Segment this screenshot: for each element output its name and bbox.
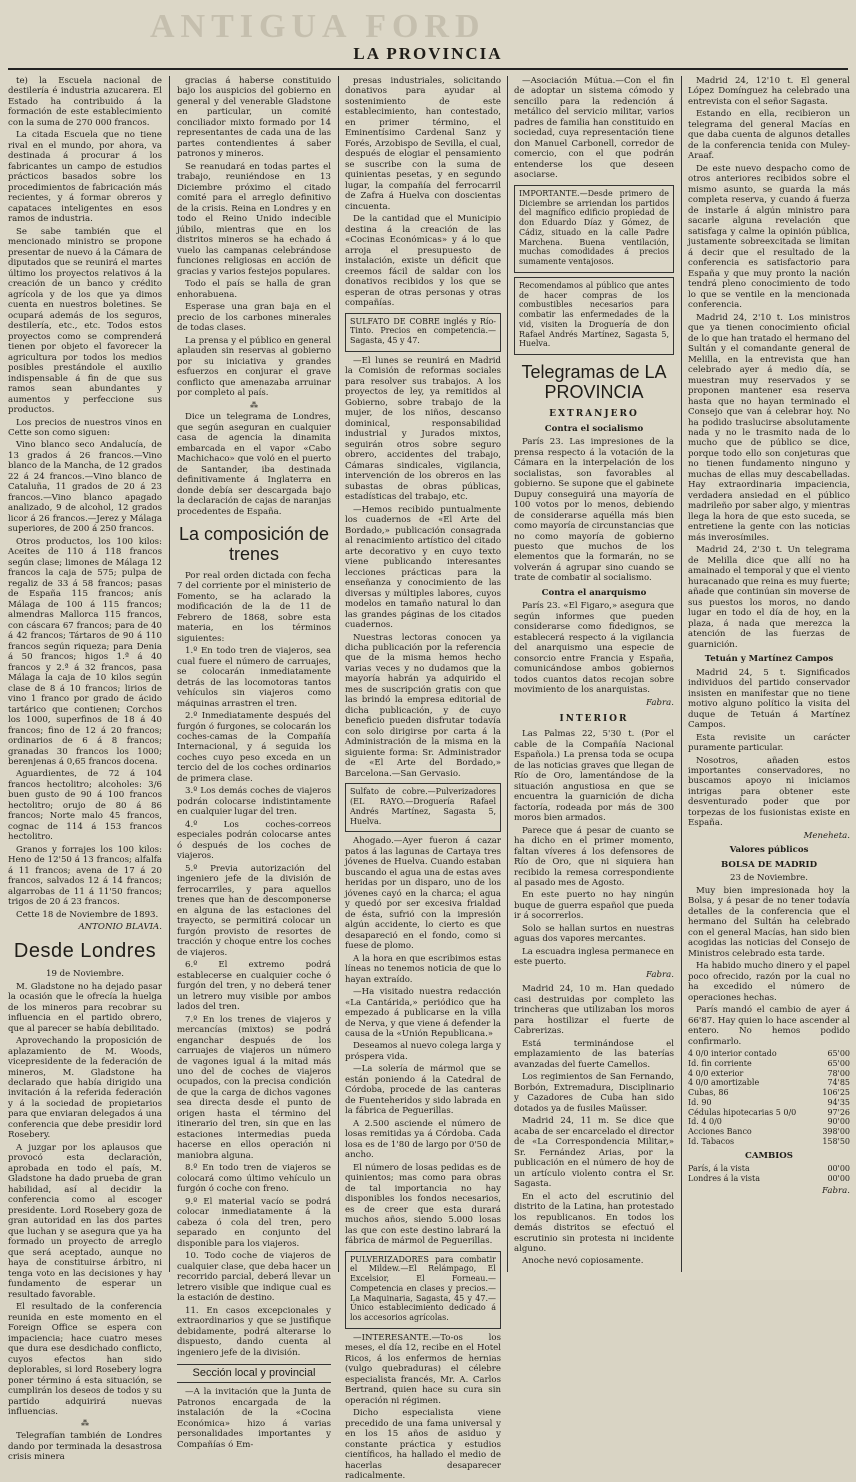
row-label: Cubas, 86 [688, 1088, 729, 1098]
paragraph: 2.º Inmediatamente después del furgón ó furgones, se colocarán los coches-camas de la Compañía Internacional, y á seguida los coches cuyo peso exceda en un tercio del de los coches ordinarios de primera clase. [177, 711, 331, 784]
paragraph: te) la Escuela nacional de destilería é industria azucarera. El Estado ha contribuido á la formación de este establecimiento con la suma de 270 000 francos. [8, 76, 162, 128]
column-3 [345, 76, 501, 1482]
column-2 [177, 76, 331, 1450]
signature: Fabra. [822, 1185, 850, 1196]
row-label: Id. fin corriente [688, 1058, 752, 1068]
ad-text: Sulfato de cobre.—Pulverizadores (EL RAYO.—Droguería Rafael Andrés Martínez, Sagasta 5, Huelva. [350, 787, 496, 826]
paragraph: Aprovechando la proposición de aplazamiento de M. Woods, vicepresidente de la federación de mineros, M. Gladstone ha declarado que había dirigido una invitación á la referida federación y á la sociedad de propietarios para que enviaran delegados á una conferencia que debe presidir lord Rosebery. [8, 1036, 162, 1141]
newspaper-title: LA PROVINCIA [353, 44, 503, 63]
paragraph: 8.º En todo tren de viajeros se colocará como último vehículo un furgón ó coche con freno. [177, 1163, 331, 1195]
paragraph: Vino blanco seco Andalucía, de 13 grados á 26 francos.—Vino blanco de la Mancha, de 12 grados 22 á 24 francos.—Vino blanco de Cataluña, 11 grados de 20 á 23 francos.—Vino blanco apagado analizado, 9 de alcohol, 12 grados licor á 26 francos.—Jerez y Málaga superiores, de 200 á 250 francos. [8, 440, 162, 535]
signature: Fabra. [646, 969, 674, 980]
paragraph: 7.º En los trenes de viajeros y mercancías (mixtos) se podrá enganchar después de los carruajes de viajeros un número de vagones igual á la mitad más uno del de coches de viajeros ocupados, con la precisa condición de que la carga de dichos vagones sea directa desde el punto de origen hasta el término del itinerario del tren, sin que en las estaciones intermedias pueda hacerse en ellos operación ni maniobra alguna. [177, 1014, 331, 1161]
paragraph: Parece que á pesar de cuanto se ha dicho en el primer momento, faltan víveres á los defensores de Río de Oro, que ni siquiera han recibido la remesa correspondiente al pasado mes de Agosto. [514, 825, 674, 888]
row-label: París, á la vista [688, 1164, 750, 1174]
row-label: Id. Tabacos [688, 1136, 735, 1146]
table-row [688, 1127, 850, 1137]
signature: ANTONIO BLAVIA. [78, 922, 162, 933]
column-divider [169, 76, 170, 1272]
table-row [688, 1059, 850, 1069]
paragraph: M. Gladstone no ha dejado pasar la ocasión que le ofrecía la huelga de los mineros para recobrar su influencia en el partido obrero, que al parecer se había debilitado. [8, 981, 162, 1034]
paragraph: —El lunes se reunirá en Madrid la Comisión de reformas sociales para resolver sus trabajos. A los proyectos de ley, ya remitidos al Gobierno, sobre trabajo de la mujer, de los niños, descanso dominical, responsabilidad industrial y Jurados mixtos, seguirán otros sobre seguro obrero, accidentes del trabajo, Cámaras sindicales, vigilancia, intervención de los obreros en las subastas de obras públicas, estadísticas del trabajo, etc. [345, 355, 501, 503]
paragraph: En este puerto no hay ningún buque de guerra español que pueda ir á socorrerlos. [514, 890, 674, 922]
column-divider [507, 76, 508, 1272]
paragraph: presas industriales, solicitando donativos para ayudar al sostenimiento de este establecimiento, han contestado, en primer término, el Eminentísimo Cardenal Sanz y Forés, Arzobispo de Sevilla, el cual, después de elogiar el pensamiento se suscribe con la suma de quinientas pesetas, y en segundo lugar, la compañía del ferrocarril de Zafra á Huelva con doscientas cincuenta. [345, 76, 501, 212]
exchange-table [688, 1164, 850, 1184]
paragraph: El resultado de la conferencia reunida en este momento en el Foreign Office se espera con impaciencia; hace cuatro meses que dura ese desdichado conflicto, cuyos efectos han sido deplorables, si lord Rosebery logra poner término á esta situación, se cumplirán los deseos de todos y su partido adquirirá nuevas influencias. [8, 1302, 162, 1417]
row-label: 4 0/0 amortizable [688, 1078, 760, 1088]
subheading: BOLSA DE MADRID [720, 859, 818, 870]
paragraph: Madrid 24, 10 m. Han quedado casi destruidas por completo las trincheras que utilizaban los moros para hostilizar el fuerte de Cabrerizas. [514, 984, 674, 1037]
row-value: 00'00 [827, 1173, 850, 1183]
paragraph: —La solería de mármol que se están poniendo á la Catedral de Córdoba, procede de las canteras de Fuenteheridos y sido labrada en la fábrica de Peguerillas. [345, 1064, 501, 1117]
bleed-through-text: ANTIGUA FORD [150, 8, 486, 45]
paragraph: A la hora en que escribimos estas líneas no tenemos noticia de que lo hayan extraído. [345, 953, 501, 985]
paragraph: Estando en ella, recibieron un telegrama del general Macías en que daba cuenta de algunos detalles de la conferencia tenida con Muley-Araaf. [688, 109, 850, 162]
header-rule [8, 68, 848, 70]
paragraph: Otros productos, los 100 kilos: Aceites de 110 á 118 francos según clase; limones de Málaga 12 francos la caja de 575; pulpa de regaliz de 33 á 58 francos; pasas de España 115 francos; anís Málaga de 100 á 115 francos; almendras Mallorca 115 francos, con cáscara 67 francos; para de 40 á 42 francos; Tártaros de 90 á 110 francos según riqueza; para Denia á 50 francos; higos 1.ª á 40 francos y 2.ª á 32 francos, pasa Málaga la caja de 10 kilos según clase de 8 á 10 francos; lirios de vino 1 franco por grado de ácido tartárico que contienen; Corchos los 1000, superfinos de 18 á 40 francos; fino de 12 á 20 francos; ordinarios de 6 á 8 francos; granadas 30 francos los 1000; berenjenas á 0,65 francos docena. [8, 536, 162, 767]
ad-text: Recomendamos al público que antes de hacer compras de los combustibles necesarios para combatir las enfermedades de la vid, visiten la Droguería de don Rafael Andrés Martínez, Sagasta 5, Huelva. [519, 280, 669, 349]
paragraph: Se sabe también que el mencionado ministro se propone presentar de nuevo á la Cámara de diputados que se reunirá el martes último los proyectos relativos á la creación de un banco y crédito agrícola y de los que ya dimos cuenta en nuestros boletines. Se ocupará además de los seguros, destilería, etc., etc. Todos estos proyectos como se comprenderá tienen por objeto el favorecer la agricultura por todos los medios posibles prestándole el auxilio indispensable á fin de que sus ramos sean abundantes y aumentos y perfeccione sus productos. [8, 226, 162, 416]
table-row [688, 1088, 850, 1098]
row-value: 158'50 [822, 1136, 850, 1146]
paragraph: De la cantidad que el Municipio destina á la creación de las «Cocinas Económicas» y á lo que arroja el presupuesto de instalación, existe un déficit que creemos fácil de saldar con los donativos recibidos y los que se esperan de otras personas y otras compañías. [345, 214, 501, 309]
paragraph: La prensa y el público en general aplauden sin reservas al gobierno por su iniciativa y grandes esfuerzos en conjurar el grave conflicto que amenazaba arruinar por completo al país. [177, 335, 331, 399]
masthead [0, 0, 856, 70]
row-value: 94'35 [827, 1097, 850, 1107]
row-label: Cédulas hipotecarias 5 0/0 [688, 1107, 797, 1117]
subheading: Tetuán y Martínez Campos [704, 654, 834, 665]
paragraph: —Ha visitado nuestra redacción «La Cantárida,» periódico que ha empezado á publicarse en la villa de Nerva, y que viene á defender la causa de la «Unión Republicana.» [345, 987, 501, 1039]
paragraph: Se reanudará en todas partes el trabajo, reuniéndose en 13 Diciembre próximo el citado comité para el arreglo definitivo de la crisis. Reina en Londres y en todo el Reino Unido indecible júbilo, mientras que en los distritos mineros se ha echado á vuelo las campanas celebrándose funciones religiosas en acción de gracias y varios festejos populares. [177, 161, 331, 277]
separator-stars: ⁂ [250, 400, 258, 410]
dateline: 19 de Noviembre. [46, 969, 124, 980]
paragraph: El número de losas pedidas es de quinientos; mas como para obras de tal importancia no hay disponibles los fondos necesarios, es de creer que esta durará muchos años, siendo 5.000 losas las que con este destino labrará la fábrica de mármol de Peguerillas. [345, 1162, 501, 1247]
section-label: INTERIOR [559, 714, 629, 725]
subheading: Contra el anarquismo [541, 587, 647, 598]
paragraph: 5.º Previa autorización del ingeniero jefe de la división de ferrocarriles, y para aquellos trenes que han de descomponerse en alguna de las estaciones del trayecto, se permitirá colocar un furgón provisto de resortes de tracción y choque entre los coches de viajeros. [177, 863, 331, 958]
paragraph: Los precios de nuestros vinos en Cette son como siguen: [8, 417, 162, 438]
paragraph: La escuadra inglesa permanece en este puerto. [514, 946, 674, 968]
row-value: 106'25 [822, 1088, 850, 1098]
advertisement-box [345, 313, 501, 352]
row-label: 4 0/0 interior contado [688, 1049, 777, 1059]
paragraph: De este nuevo despacho como de otros anteriores recibidos sobre el mismo asunto, se guarda la más completa reserva, y cuando á fuerza de instarle á algún ministro para sacarle alguna revelación que satisfaga y calme la opinión pública, justamente sobreexcitada se limitan á decir que el resultado de la conferencia es satisfactorio para España y que muy pronto la nación tendrá pleno conocimiento de todo lo que se ventile en la mencionada conferencia. [688, 163, 850, 311]
paragraph: Nuestras lectoras conocen ya dicha publicación por la referencia que de la misma hemos hecho varias veces y no dudamos que la mayoría habrán ya adquirido el mes de suscripción gratis con que las brindó la empresa editorial de dicha publicación, y de cuyo beneficio pueden disfrutar todavía con solo dirigirse por carta á la Administración de la misma en la siguiente forma: Sr. Administrador de «El Arte del Bordado,» Barcelona.—San Gervasio. [345, 632, 501, 779]
paragraph: gracias á haberse constituido bajo los auspicios del gobierno en general y del venerable Gladstone en particular, un comité conciliador mixto formado por 14 representantes de cada una de las partes contendientes á saber patronos y mineros. [177, 76, 331, 160]
paragraph: Madrid 24, 2'30 t. Un telegrama de Melilla dice que allí no ha amainado el temporal y que el viento huracanado que reina es muy fuerte; añade que continúan sin moverse de sus puestos los moros, no dando lugar en todo el día de hoy, en la plaza, á nada que merezca la atención de las fuerzas de guarnición. [688, 545, 850, 650]
row-label: Id. 4 0/0 [688, 1117, 722, 1127]
signature: Fabra. [646, 697, 674, 708]
table-row [688, 1069, 850, 1079]
row-value: 78'00 [827, 1068, 850, 1078]
ad-text: PULVERIZADORES para combatir el Mildew.—El Relámpago, El Excelsior, El Forneau.—Competencia en clases y precios.—La Maquinaria, Sagasta, 45 y 47.—Único establecimiento dedicado á los accesorios agrícolas. [350, 1254, 496, 1323]
article-headline: La composición de trenes [178, 524, 330, 564]
paragraph: —A la invitación que la Junta de Patronos encargada de la instalación de la «Cocina Económica» hizo á varias personalidades importantes y Compañías ó Em- [177, 1387, 331, 1450]
paragraph: Las Palmas 22, 5'30 t. (Por el cable de la Compañía Nacional Española.) La prensa toda se ocupa de las noticias graves que llegan de Río de Oro, lamentándose de la situación angustiosa en que se encuentra la guarnición de dicha factoría, rodeada por más de 300 moros bien armados. [514, 729, 674, 824]
row-value: 398'00 [822, 1127, 850, 1137]
paragraph: Aguardientes, de 72 á 104 francos hectolitro; alcoholes: 3/6 buen gusto de 90 á 100 francos hectolitro; orujo de 80 á 86 francos; Norte malo 45 francos, cognac de 114 á 153 francos hectolitro. [8, 769, 162, 843]
table-row [688, 1137, 850, 1147]
article-headline: Desde Londres [13, 939, 157, 962]
paragraph: París 23. Las impresiones de la prensa respecto á la votación de la Cámara en la interpelación de los socialistas, son favorables al gobierno. Se supone que el gabinete Dupuy conseguirá una mayoría de 100 votos por lo menos, debiendo de considerarse aquélla más bien como mayoría de circunstancias que no como mayoría de gobierno puesto que muchos de los elementos que la formarán, no se volverán á agrupar sino cuando se trate de combatir al socialismo. [514, 437, 674, 584]
paragraph: 4.º Los coches-correos especiales podrán colocarse antes ó después de los coches de viajeros. [177, 819, 331, 862]
section-headline: Sección local y provincial [177, 1364, 331, 1383]
paragraph: En el acto del escrutinio del distrito de la Latina, han protestado los republicanos. En todos los demás distritos se efectuó el escrutinio sin protesta ni incidente alguno. [514, 1191, 674, 1254]
subheading: Valores públicos [729, 845, 809, 856]
paragraph: —Asociación Mútua.—Con el fin de adoptar un sistema cómodo y sencillo para la redención á metálico del servicio militar, varios padres de familia han constituido en sociedad, cuya representación tiene don Manuel Carbonell, corredor de comercio, con el que podrán entenderse los que deseen asociarse. [514, 76, 674, 181]
paragraph: Cette 18 de Noviembre de 1893. [16, 909, 159, 920]
row-value: 65'00 [827, 1049, 850, 1059]
table-row [688, 1164, 850, 1174]
paragraph: 1.º En todo tren de viajeros, sea cual fuere el número de carruajes, se colocarán inmediatamente detrás de las locomotoras tantos vehículos sin viajeros como máquinas arrastren el tren. [177, 646, 331, 709]
paragraph: París mandó el cambio de ayer á 66'87. Hay quien lo hace ascender al entero. No hemos podido confirmarlo. [688, 1005, 850, 1047]
paragraph: Nosotros, añaden estos importantes conservadores, no buscamos apoyo ni iniciamos intrigas para obtener este desventurado poder que por torpezas de los fusionistas existe en España. [688, 755, 850, 829]
column-5 [688, 76, 850, 1272]
advertisement-box [514, 185, 674, 273]
column-1 [8, 76, 162, 1463]
paragraph: Está terminándose el emplazamiento de las baterías avanzadas del fuerte Camellos. [514, 1038, 674, 1070]
paragraph: Madrid 24, 5 t. Significados individuos del partido conservador insisten en manifestar que no tiene motivo alguno político la visita del duque de Tetuán á Martínez Campos. [688, 667, 850, 731]
paragraph: Por real orden dictada con fecha 7 del corriente por el ministerio de Fomento, se ha aclarado la modificación de la de 11 de Febrero de 1868, sobre esta materia, en los términos siguientes: [177, 570, 331, 644]
column-divider [681, 76, 682, 1272]
row-value: 74'85 [827, 1078, 850, 1088]
subheading: CAMBIOS [745, 1150, 793, 1161]
paragraph: Muy bien impresionada hoy la Bolsa, y á pesar de no tener todavía detalles de la conferencia que el hermano del Sultán ha celebrado con el general Macías, han sido bien acogidas las noticias del Consejo de Ministros celebrado esta tarde. [688, 885, 850, 959]
paragraph: París 23. «El Figaro,» asegura que según informes que pueden considerarse como fidedignos, se establecerá respecto á la vigilancia del anarquismo una especie de consorcio entre Francia y España, comunicándose ambos gobiernos todos cuantos datos recojan sobre movimiento de los anarquistas. [514, 601, 674, 696]
article-headline: Telegramas de LA PROVINCIA [521, 362, 667, 402]
paragraph: Dicho especialista viene precedido de una fama universal y en los 15 años de asiduo y constante práctica y estudios científicos, ha hallado el medio de hacerlas desaparecer radicalmente. [345, 1408, 501, 1482]
signature: Meneheta. [803, 830, 850, 841]
paragraph: 6.º El extremo podrá establecerse en cualquier coche ó furgón del tren, y no deberá tener un letrero muy visible por ambos lados del tren. [177, 960, 331, 1013]
paragraph: Dice un telegrama de Londres, que según aseguran en cualquier casa de agencia la dinamita embarcada en el vapor «Cabo Machichaco» que voló en el puerto de Santander, iba destinada definitivamente á Inglaterra en donde debía ser descargada bajo la declaración de cajas de naranjas procedentes de España. [177, 412, 331, 517]
advertisement-box [345, 1251, 501, 1329]
paragraph: Esta revisite un carácter puramente particular. [688, 732, 850, 754]
ad-text: SULFATO DE COBRE inglés y Río-Tinto. Precios en competencia.—Sagasta, 45 y 47. [350, 316, 496, 346]
paragraph: Madrid 24, 11 m. Se dice que acaba de ser encarcelado el director de «La Correspondencia Militar,» Sr. Fernández Arias, por la publicación en el número de hoy de un artículo violento contra el Sr. Sagasta. [514, 1116, 674, 1190]
paragraph: 9.º El material vacío se podrá colocar inmediatamente á la cabeza ó cola del tren, pero separado en conjunto del disponible para los viajeros. [177, 1196, 331, 1249]
paragraph: Esperase una gran baja en el precio de los carbones minerales de todas clases. [177, 302, 331, 334]
row-label: Londres á la vista [688, 1173, 760, 1183]
table-row [688, 1108, 850, 1118]
paragraph: Granos y forrajes los 100 kilos: Heno de 12'50 á 13 francos; alfalfa á 11 francos; avena de 17 á 20 francos, salvados 12 á 14 francos; algarrobas de 11 á 11'50 francos; trigos de 20 á 23 francos. [8, 844, 162, 908]
table-row [688, 1049, 850, 1059]
stock-table [688, 1049, 850, 1147]
row-value: 00'00 [827, 1164, 850, 1174]
paragraph: 10. Todo coche de viajeros de cualquier clase, que deba hacer un recorrido parcial, deberá llevar un letrero visible que indique cual es la estación de destino. [177, 1251, 331, 1304]
paragraph: Ha habido mucho dinero y el papel poco ofrecido, razón por la cual no ha excedido el número de operaciones hechas. [688, 961, 850, 1003]
row-value: 65'00 [827, 1058, 850, 1068]
paragraph: 11. En casos excepcionales y extraordinarios y que se justifique debidamente, podrá alterarse lo dispuesto, dando cuenta al ingeniero jefe de la división. [177, 1305, 331, 1358]
advertisement-box [345, 783, 501, 832]
separator-stars: ⁂ [81, 1419, 89, 1429]
paragraph: Telegrafían también de Londres dando por terminada la desastrosa crisis minera [8, 1431, 162, 1463]
table-row [688, 1078, 850, 1088]
row-value: 90'00 [827, 1117, 850, 1127]
paragraph: Madrid 24, 2'10 t. Los ministros que ya tienen conocimiento oficial de lo que han tratado el hermano del Sultán y el comandante general de Melilla, en la entrevista que han celebrado ayer á medio día, se muestran muy reservados y se proponen mantener esa reserva hasta que no hayan terminado el Consejo que van á celebrar hoy. No ha podido traslucirse absolutamente nada y no le trasmito nada de lo mucho que de público se dice, porque todo ello son conjeturas que no tienen fundamento ninguno y muchas de ellas muy descabelladas. Hay extraordinaria impaciencia, verdadera ansiedad en el público madrileño por saber algo, y mientras llega la hora de que esto suceda, se entretiene la gente con las noticias más inverosímiles. [688, 312, 850, 543]
paragraph: A 2.500 asciende el número de losas remitidas ya á Córdoba. Cada losa es de 1'80 de largo por 0'50 de ancho. [345, 1118, 501, 1161]
table-row [688, 1174, 850, 1184]
advertisement-box [514, 277, 674, 355]
paragraph: Madrid 24, 12'10 t. El general López Domínguez ha celebrado una entrevista con el señor Sagasta. [688, 76, 850, 107]
table-row [688, 1098, 850, 1108]
ad-text: IMPORTANTE.—Desde primero de Diciembre se arriendan los partidos del magnífico edificio propiedad de don Eduardo Díaz y Gómez, de Cádiz, situado en la calle Padre Marchena. Buena ventilación, muchas comodidades á precios sumamente ventajosos. [519, 188, 669, 267]
subheading: Contra el socialismo [544, 423, 644, 434]
paragraph: Los regimientos de San Fernando, Borbón, Extremadura, Disciplinario y Cazadores de Cuba han sido dotados ya de fusiles Maüsser. [514, 1072, 674, 1114]
paragraph: —Hemos recibido puntualmente los cuadernos de «El Arte del Bordado,» publicación consagrada al renacimiento artístico del citado arte decorativo y en cuyo texto viene publicando interesantes lecciones prácticas para la enseñanza y conocimiento de las diversas y múltiples labores, cuyos modelos en tamaño natural lo dan las grandes páginas de los citados cuadernos. [345, 504, 501, 631]
dateline: 23 de Noviembre. [730, 873, 808, 884]
paragraph: A juzgar por los aplausos que provocó esta declaración, aprobada en todo el país, M. Gladstone ha dado prueba de gran habilidad, así al decidir la conferencia como al escoger presidente. Lord Rosebery goza de gran autoridad en las dos partes que luchan y se asegura que ya ha formado un proyecto de arreglo que será aceptado, aunque no haya de constituirse árbitro, ni tenga voto en las decisiones y hay fundamento de esperar un resultado favorable. [8, 1142, 162, 1300]
paragraph: Anoche nevó copiosamente. [522, 1256, 644, 1267]
row-label: Id. 90 [688, 1097, 712, 1107]
paragraph: Todo el país se halla de gran enhorabuena. [177, 279, 331, 300]
row-value: 97'26 [827, 1107, 850, 1117]
paragraph: La citada Escuela que no tiene rival en el mundo, por ahora, va destinada á procurar á los fabricantes un campo de estudios prácticos basados sobre los procedimientos de fabricación más recientes, y á formar obreros y capataces inteligentes en esos ramos de industria. [8, 130, 162, 225]
paragraph: —INTERESANTE.—To-os los meses, el día 12, recibe en el Hotel Ricos, á los enfermos de hernias (vulgo quebraduras) el célebre especialista francés, Mr. A. Carlos Bertrand, quien hace su cura sin operación ni régimen. [345, 1332, 501, 1406]
paragraph: Ahogado.—Ayer fueron á cazar patos á las lagunas de Cartaya tres jóvenes de Huelva. Cuando estaban buscando el agua una de estas aves heridas por un disparo, uno de los jóvenes cayó en la charca; el agua y quedó por ser excesiva frialdad de ésta, sufrió con la impresión algún accidente, lo cierto es que desapareció en el fondo, como si fuese de plomo. [345, 836, 501, 952]
column-divider [338, 76, 339, 1272]
paragraph: 3.º Los demás coches de viajeros podrán colocarse indistintamente en cualquier lugar del tren. [177, 786, 331, 818]
column-4 [514, 76, 674, 1272]
section-label: EXTRANJERO [549, 408, 639, 419]
paragraph: Solo se hallan surtos en nuestras aguas dos vapores mercantes. [514, 923, 674, 945]
paragraph: Deseamos al nuevo colega larga y próspera vida. [345, 1041, 501, 1062]
row-label: Acciones Banco [688, 1127, 752, 1137]
table-row [688, 1117, 850, 1127]
row-label: 4 0/0 exterior [688, 1068, 744, 1078]
